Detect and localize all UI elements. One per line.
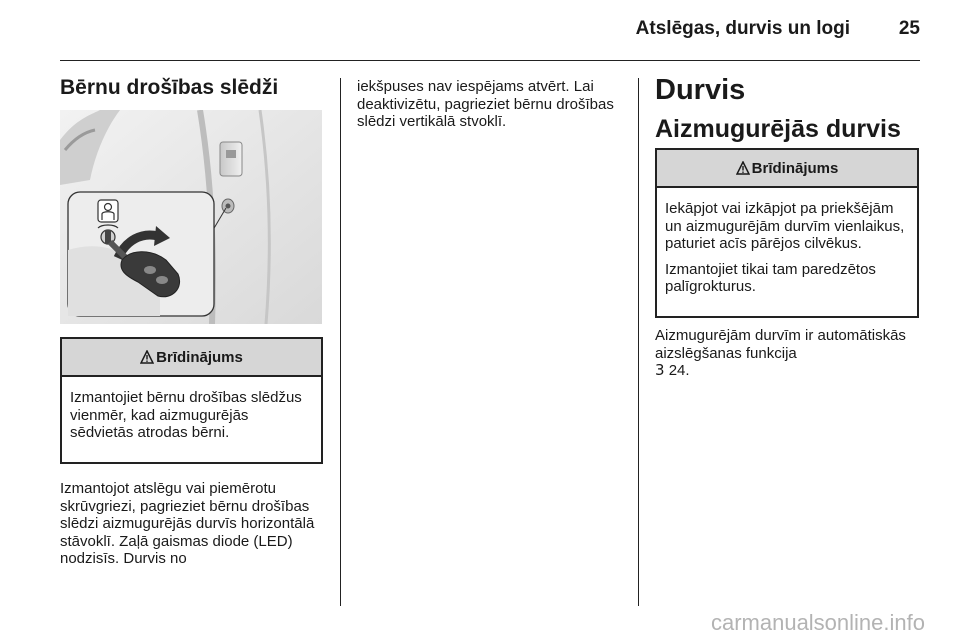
warning-title: Brīdinājums — [156, 348, 243, 366]
child-lock-instructions: Izmantojot atslēgu vai piemērotu skrūvgriezi, pagrieziet bērnu drošības slēdzi aizmugurējās durvīs horizontālā stāvoklī. Zaļā gaismas diode (LED) nodzisīs. Durvis no — [60, 480, 315, 567]
warning-text: Iekāpjot vai izkāpjot pa priekšējām un aizmugurējām durvīm vienlaikus, paturiet acīs pārējos cilvēkus. — [665, 200, 905, 252]
warning-triangle-icon — [140, 350, 154, 364]
warning-text: Izmantojiet tikai tam paredzētos palīgrokturus. — [665, 260, 876, 295]
header-rule — [60, 60, 920, 61]
section-title-child-locks: Bērnu drošības slēdži — [60, 76, 279, 99]
section-title-rear-doors: Aizmugurējās durvis — [655, 115, 901, 143]
warning-box-rear-doors — [655, 148, 919, 318]
page-number: 25 — [898, 18, 920, 39]
rear-doors-body: Aizmugurējām durvīm ir automātiskās aizslēgšanas funkcija — [655, 327, 906, 362]
page-reference-link[interactable]: 24. — [668, 362, 690, 379]
warning-header — [62, 339, 321, 377]
watermark: carmanualsonline.info — [710, 610, 925, 635]
column-divider-2 — [638, 78, 639, 606]
warning-title: Brīdinājums — [751, 159, 839, 177]
header-title: Atslēgas, durvis un logi — [635, 18, 850, 39]
rear-doors-text — [655, 327, 925, 380]
warning-text: Izmantojiet bērnu drošības slēdžus vienmēr, kad aizmugurējās sēdvietās atrodas bērni. — [70, 389, 302, 441]
child-lock-illustration — [60, 110, 322, 324]
warning-header — [657, 150, 917, 188]
child-lock-instructions-continued: iekšpuses nav iespējams atvērt. Lai deaktivizētu, pagrieziet bērnu drošības slēdzi vertikālā stvoklī. — [357, 78, 614, 130]
warning-triangle-icon — [736, 161, 750, 175]
column-divider-1 — [340, 78, 341, 606]
warning-box-child-locks — [60, 337, 323, 464]
page-reference-icon[interactable]: 3 — [655, 361, 665, 379]
chapter-title-doors: Durvis — [655, 74, 746, 106]
